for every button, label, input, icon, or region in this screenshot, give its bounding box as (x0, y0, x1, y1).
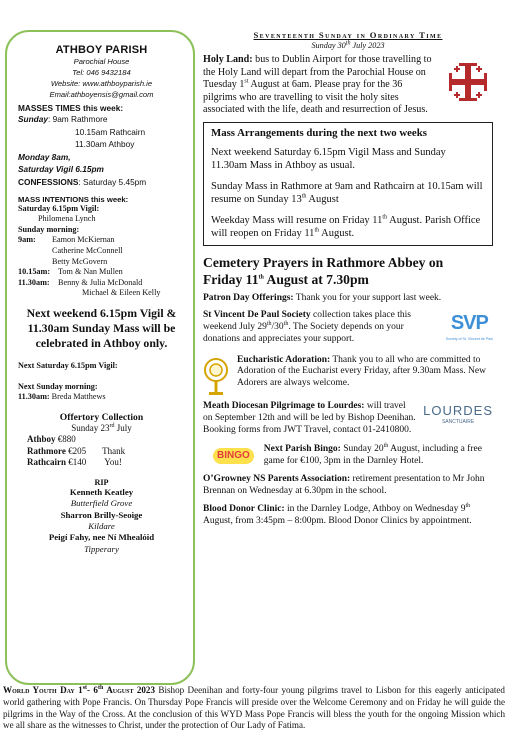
masses-heading: MASSES TIMES this week: (18, 103, 124, 113)
intention-9am-3: Betty McGovern (52, 256, 108, 266)
parish-info-sidebar (5, 30, 195, 685)
next-weekend-notice: Next weekend 6.15pm Vigil & 11.30am Sunday Mass will be celebrated in Athboy only. (26, 305, 177, 350)
sunday-mass-line (18, 113, 185, 126)
next-sat-label: Next Saturday 6.15pm Vigil: (18, 360, 118, 370)
next-sun-label: Next Sunday morning: (18, 381, 98, 391)
rip-place-3: Tipperary (84, 543, 119, 554)
rip-name-1: Kenneth Keatley (69, 486, 134, 497)
bingo-notice: BINGO Next Parish Bingo: Sunday 20th August, including a free game for €100, 3pm in the Darnley Hotel. (203, 444, 493, 468)
offertory-row-rathmore: Rathmore €205 Thank (27, 445, 126, 456)
svp-logo: SVP Society of St. Vincent de Paul (445, 312, 493, 342)
sunday-mass-2: 10.15am Rathcairn (75, 126, 146, 137)
main-column (203, 30, 493, 528)
intention-1130-2: Michael & Eileen Kelly (82, 288, 161, 298)
holy-land-label: Holy Land: (203, 54, 253, 65)
mass-arrangements-p1: Next weekend Saturday 6.15pm Vigil Mass and Sunday 11.30am Mass in Athboy as usual. (211, 146, 446, 172)
offertory-row-rathcairn: Rathcairn €140 You! (27, 457, 122, 468)
parish-house: Parochial House (73, 57, 130, 66)
sat-vigil-label: Saturday 6.15pm Vigil: (18, 203, 100, 213)
holy-land-notice: Holy Land: bus to Dublin Airport for those travelling to the Holy Land will depart from the Parochial House on Tuesday 1st August at 6am. Please pray for the 36 pilgrims who are travelling to visit the holy sites associated with the life, death and resurrection of Jesus. (203, 54, 493, 117)
blood-donor-notice: Blood Donor Clinic: in the Darnley Lodge, Athboy on Wednesday 9th August, from 3:45pm – 8:00pm. Blood Donor Clinics by appointment. (203, 502, 472, 526)
offertory-table (18, 434, 185, 469)
monday-mass: Monday 8am, (18, 151, 71, 162)
sat-vigil-names: Philomena Lynch (38, 214, 96, 224)
saturday-mass: Saturday Vigil 6.15pm (18, 164, 104, 175)
page-title: Seventeenth Sunday in Ordinary Time (253, 30, 443, 40)
rip-list (18, 487, 185, 555)
intention-9am: 9am: Eamon McKiernan (18, 235, 115, 245)
confessions-label: CONFESSIONS (18, 176, 79, 187)
intention-1130: 11.30am: Benny & Julia McDonald (18, 277, 143, 287)
parish-website[interactable]: Website: www.athboyparish.ie (50, 79, 153, 88)
parish-email[interactable]: Email:athboyensis@gmail.com (49, 90, 154, 99)
offertory-heading: Offertory Collection (59, 411, 144, 423)
sunday-mass-3: 11.30am Athboy (75, 139, 135, 150)
rip-place-2: Kildare (88, 520, 115, 531)
parish-tel: Tel: 046 9432184 (72, 68, 131, 77)
page-date: Sunday 30th July 2023 (311, 40, 385, 50)
rip-name-3: Peigí Fahy, nee Ní Mhealóid (48, 532, 155, 543)
sunday-morning-label: Sunday morning: (18, 224, 80, 234)
cemetery-prayers-heading: Cemetery Prayers in Rathmore Abbey on Friday 11th August at 7.30pm (203, 255, 444, 288)
bingo-logo: BINGO (213, 448, 254, 464)
rip-heading: RIP (94, 477, 109, 487)
world-youth-day-notice: World Youth Day 1st- 6th August 2023 Bishop Deenihan and forty-four young pilgrims travel to Lisbon for this eagerly anticipated world gathering with Pope Francis. On Thursday Pope Francis will preside over the Welcome Ceremony and on Friday he will guide the pilgrims in the Way of the Cross. At the conclusion of this WYD Mass Pope Francis will bless the youth for the ongoing Mission which we all share as the witnesses to Christ, under the protection of Our Lady of Fatima. (3, 684, 505, 731)
intention-9am-2: Catherine McConnell (52, 245, 123, 255)
mass-arrangements-p3: Weekday Mass will resume on Friday 11th August. Parish Office will reopen on Friday 11th August. (211, 214, 481, 239)
confessions-time: : Saturday 5.45pm (78, 176, 147, 187)
parish-name: ATHBOY PARISH (55, 44, 148, 56)
mass-arrangements-p2: Sunday Mass in Rathmore at 9am and Rathcairn at 10.15am will resume on Sunday 13th August (211, 180, 483, 206)
svp-notice: SVP Society of St. Vincent de Paul St Vincent De Paul Society collection takes place this weekend July 29th/30th. The Society depends on your donations and appreciates your support. (203, 310, 493, 345)
mass-arrangements-title: Mass Arrangements during the next two weeks (211, 126, 427, 139)
mass-arrangements-box (203, 122, 493, 246)
next-sun-intention: 11.30am: Breda Matthews (18, 392, 106, 402)
intention-1015: 10.15am: Tom & Nan Mullen (18, 267, 123, 277)
sunday-first: : 9am Rathmore (47, 114, 108, 124)
adoration-notice: Eucharistic Adoration: Thank you to all who are committed to Adoration of the Eucharist every Friday, after 9.30am Mass. New Adorers are always welcome. (203, 355, 493, 390)
intentions-heading: MASS INTENTIONS this week: (18, 194, 129, 204)
jerusalem-cross-icon (443, 58, 493, 111)
monstrance-icon (203, 357, 229, 402)
lourdes-notice: LOURDES SANCTUAIRE Meath Diocesan Pilgrimage to Lourdes: will travel on September 12th and will be led by Bishop Deenihan. Booking forms from JWT Travel, contact 01-2410800. (203, 401, 493, 435)
ogrowney-notice: O’Growney NS Parents Association: retirement presentation to Mr John Brennan on Wednesday at 6.30pm in the school. (203, 474, 485, 497)
offertory-row-athboy: Athboy €880 (27, 434, 76, 445)
offertory-date: Sunday 23rd July (71, 422, 132, 433)
lourdes-logo: LOURDES SANCTUAIRE (423, 403, 493, 426)
patron-day-notice: Patron Day Offerings: Thank you for your support last week. (203, 293, 442, 304)
rip-place-1: Butterfield Grove (70, 498, 133, 509)
sunday-label: Sunday (18, 114, 48, 124)
rip-name-2: Sharron Brilly-Seoige (60, 509, 143, 520)
confessions-line (18, 176, 185, 189)
